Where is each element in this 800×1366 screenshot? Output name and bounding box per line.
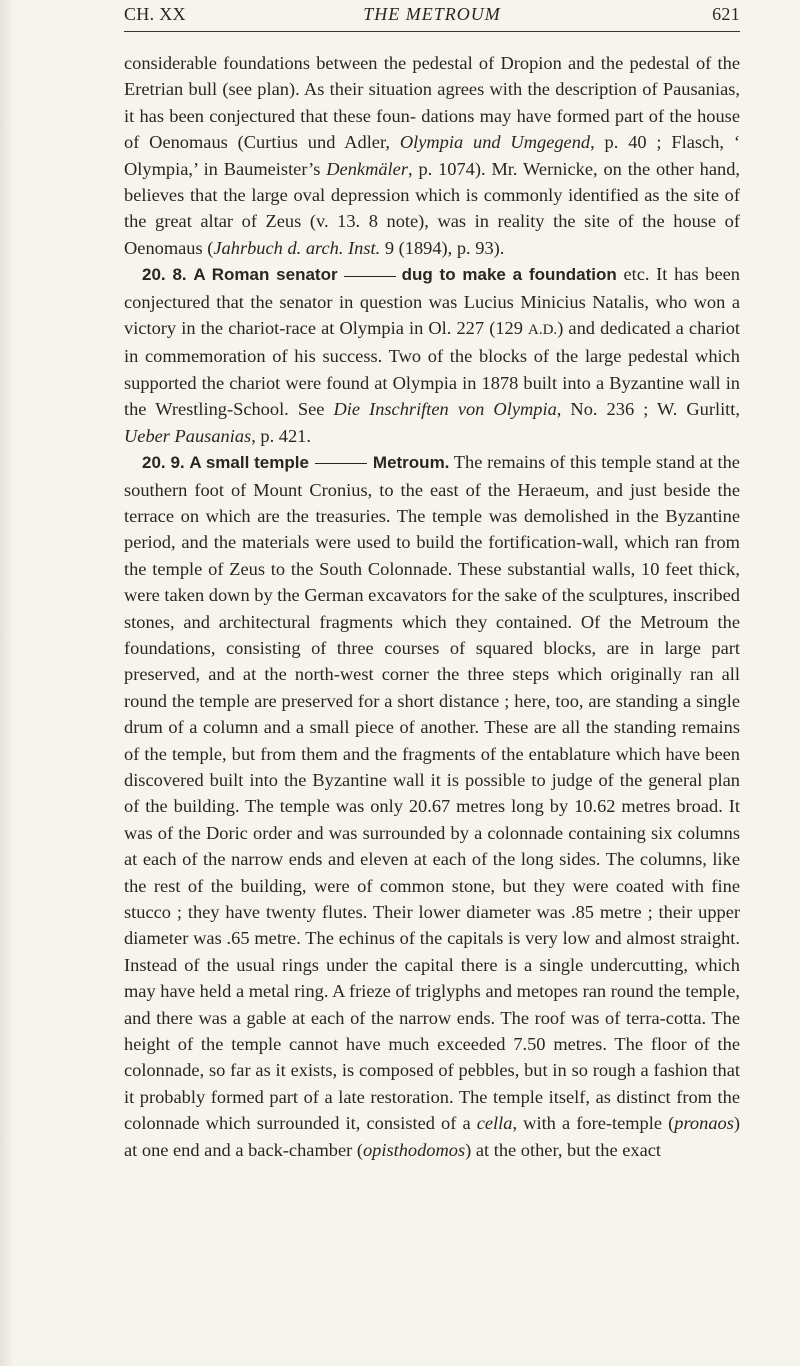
italic-title: Jahrbuch d. arch. Inst.: [213, 237, 381, 258]
text-run: , No. 236 ; W. Gurlitt,: [556, 399, 740, 420]
paragraph-continuation: [124, 50, 740, 261]
note-20-9: [124, 449, 740, 1163]
italic-term: opisthodomos: [362, 1139, 466, 1160]
text-run: , p. 40 ; Flasch, ‘ Olympia,’ in Baumeister’s: [124, 132, 740, 179]
italic-title: Olympia und Umgegend: [399, 132, 591, 153]
text-run: 9 (1894), p. 93).: [380, 237, 505, 258]
italic-title: Denkmäler: [326, 158, 408, 179]
italic-term: cella: [476, 1113, 513, 1134]
lemma-dash: [344, 276, 396, 277]
note-20-8: [124, 261, 740, 449]
small-caps: A.D.: [528, 322, 558, 339]
text-run: , p. 1074). Mr. Wernicke, on the other hand, believes that the large oval depression which is commonly identified as the site of the great altar of Zeus (v. 13. 8 note), was in reality the site of the house of Oenomaus (: [124, 158, 740, 258]
italic-title: Ueber Pausanias: [124, 425, 252, 446]
lemma-dash: [315, 463, 367, 464]
italic-title: Die Inschriften von Olympia: [333, 399, 557, 420]
italic-term: pronaos: [674, 1113, 734, 1134]
text-run: ) at the other, but the exact: [465, 1139, 661, 1160]
page-edge: [0, 0, 14, 1366]
page-number: 621: [712, 4, 740, 24]
text-run: considerable foundations between the pedestal of Dropion and the pedestal of the Eretrian bull (see plan). As their situation agrees with the description of Pausanias, it has been conjectured that these foun- dations may have formed part of the house of Oenomaus (Curtius und Adler,: [124, 53, 740, 153]
lemma-start: A Roman senator: [193, 265, 338, 285]
text-run: , p. 421.: [251, 425, 311, 446]
running-header: [124, 4, 740, 30]
text-run: ) at one end and a back-chamber (: [124, 1113, 740, 1160]
lemma-start: A small temple: [189, 453, 309, 473]
text-run: The remains of this temple stand at the southern foot of Mount Cronius, to the east of the Heraeum, and just beside the terrace on which are the treasuries. The temple was demolished in the Byzantine period, and the materials were used to build the fortification-wall, which ran from the temple of Zeus to the South Colonnade. These substantial walls, 10 feet thick, were taken down by the German excavators for the sake of the sculptures, inscribed stones, and architectural fragments which they contained. Of the Metroum the foundations, consisting of three courses of squared blocks, are in large part preserved, and at the north-west corner the three steps which originally ran all round the temple are preserved for a short distance ; here, too, are standing a single drum of a column and a small piece of another. These are all the standing remains of the temple, but from them and the fragments of the entablature which have been discovered built into the Byzantine wall it is possible to judge of the general plan of the building. The temple was only 20.67 metres long by 10.62 metres broad. It was of the Doric order and was surrounded by a colonnade containing six columns at each of the narrow ends and eleven at each of the long sides. The columns, like the rest of the building, were of common stone, but they were coated with fine stucco ; they have twenty flutes. Their lower diameter was .85 metre ; their upper diameter was .65 metre. The echinus of the capitals is very low and almost straight. Instead of the usual rings under the capital there is a single undercutting, which may have held a metal ring. A frieze of triglyphs and metopes ran round the temple, and there was a gable at each of the narrow ends. The roof was of terra-cotta. The height of the temple cannot have much exceeded 7.50 metres. The floor of the colonnade, so far as it exists, is composed of pebbles, but in so rough a fashion that it probably formed part of a late restoration. The temple itself, as distinct from the colonnade which surrounded it, consisted of a: [124, 452, 740, 1134]
header-rule: [124, 31, 740, 32]
text-run: , with a fore-temple (: [512, 1113, 675, 1134]
text-run: ) and dedicated a chariot in commemoration of his success. Two of the blocks of the large pedestal which supported the chariot were found at Olympia in 1878 built into a Byzantine wall in the Wrestling-School. See: [124, 318, 740, 420]
note-number: 20. 9.: [142, 453, 185, 473]
lemma-end: dug to make a foundation: [401, 265, 617, 285]
note-number: 20. 8.: [142, 265, 187, 285]
running-title: THE METROUM: [363, 4, 501, 24]
lemma-end: Metroum.: [372, 453, 450, 473]
body-text: [124, 50, 740, 1163]
chapter-label: CH. XX: [124, 4, 186, 24]
text-run: etc. It has been conjectured that the senator in question was Lucius Minicius Natalis, who won a victory in the chariot-race at Olympia in Ol. 227 (129: [124, 264, 740, 339]
